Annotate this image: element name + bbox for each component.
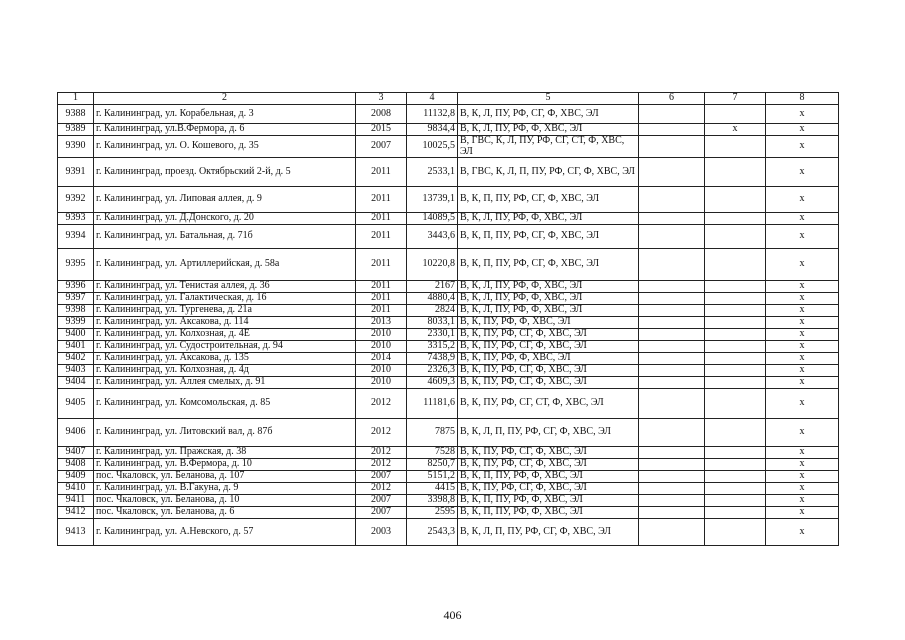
column-8-cell: х [766,507,839,519]
row-number: 9403 [58,365,94,377]
address-cell: г. Калининград, ул. Липовая аллея, д. 9 [94,187,356,213]
row-number: 9402 [58,353,94,365]
column-6-cell [639,158,705,187]
table-row [58,329,839,341]
works-cell: В, К, Л, П, ПУ, РФ, СГ, Ф, ХВС, ЭЛ [458,419,639,447]
works-cell: В, К, ПУ, РФ, СГ, Ф, ХВС, ЭЛ [458,447,639,459]
works-cell: В, К, П, ПУ, РФ, Ф, ХВС, ЭЛ [458,471,639,483]
address-cell: г. Калининград, ул. Аллея смелых, д. 91 [94,377,356,389]
works-cell: В, К, ПУ, РФ, СГ, Ф, ХВС, ЭЛ [458,365,639,377]
address-cell: г. Калининград, ул. В.Гакуна, д. 9 [94,483,356,495]
column-6-cell [639,105,705,124]
address-cell: г. Калининград, ул. Аксакова, д. 135 [94,353,356,365]
area-cell: 8250,7 [407,459,458,471]
row-number: 9407 [58,447,94,459]
housing-register-table [57,92,839,546]
area-cell: 8033,1 [407,317,458,329]
header-row [58,93,839,105]
area-cell: 13739,1 [407,187,458,213]
works-cell: В, К, Л, ПУ, РФ, СГ, Ф, ХВС, ЭЛ [458,105,639,124]
area-cell: 3398,8 [407,495,458,507]
works-cell: В, К, Л, ПУ, РФ, Ф, ХВС, ЭЛ [458,305,639,317]
table-row [58,377,839,389]
column-6-cell [639,341,705,353]
row-number: 9393 [58,213,94,225]
year-cell: 2013 [356,317,407,329]
column-6-cell [639,459,705,471]
year-cell: 2010 [356,377,407,389]
column-8-cell: х [766,341,839,353]
works-cell: В, К, Л, ПУ, РФ, Ф, ХВС, ЭЛ [458,213,639,225]
column-6-cell [639,419,705,447]
table-row [58,365,839,377]
address-cell: г. Калининград, ул. А.Невского, д. 57 [94,519,356,546]
row-number: 9409 [58,471,94,483]
column-7-cell [705,213,766,225]
area-cell: 4415 [407,483,458,495]
column-7-cell [705,483,766,495]
column-8-cell: х [766,124,839,136]
works-cell: В, К, Л, ПУ, РФ, Ф, ХВС, ЭЛ [458,124,639,136]
area-cell: 4609,3 [407,377,458,389]
works-cell: В, К, Л, ПУ, РФ, Ф, ХВС, ЭЛ [458,293,639,305]
table-row [58,471,839,483]
year-cell: 2014 [356,353,407,365]
column-8-cell: х [766,317,839,329]
column-7-cell [705,329,766,341]
address-cell: г. Калининград, ул. В.Фермора, д. 10 [94,459,356,471]
column-7-cell [705,507,766,519]
column-header-5: 5 [458,93,639,105]
year-cell: 2011 [356,249,407,281]
table-row [58,213,839,225]
table-row [58,341,839,353]
row-number: 9401 [58,341,94,353]
row-number: 9412 [58,507,94,519]
page-number: 406 [443,608,462,622]
column-6-cell [639,507,705,519]
column-6-cell [639,187,705,213]
year-cell: 2011 [356,187,407,213]
table-row [58,419,839,447]
area-cell: 2326,3 [407,365,458,377]
works-cell: В, К, ПУ, РФ, Ф, ХВС, ЭЛ [458,317,639,329]
address-cell: пос. Чкаловск, ул. Беланова, д. 10 [94,495,356,507]
column-8-cell: х [766,389,839,419]
row-number: 9413 [58,519,94,546]
column-6-cell [639,249,705,281]
year-cell: 2011 [356,225,407,249]
area-cell: 10025,5 [407,136,458,158]
address-cell: г. Калининград, ул. Д.Донского, д. 20 [94,213,356,225]
table-row [58,459,839,471]
table-row [58,519,839,546]
area-cell: 7528 [407,447,458,459]
column-7-cell [705,341,766,353]
row-number: 9388 [58,105,94,124]
table-row [58,305,839,317]
row-number: 9395 [58,249,94,281]
table-row [58,225,839,249]
column-8-cell: х [766,519,839,546]
address-cell: г. Калининград, ул. Тургенева, д. 21а [94,305,356,317]
area-cell: 7875 [407,419,458,447]
column-8-cell: х [766,281,839,293]
address-cell: г. Калининград, ул. Литовский вал, д. 87б [94,419,356,447]
column-6-cell [639,377,705,389]
table-row [58,317,839,329]
year-cell: 2007 [356,495,407,507]
address-cell: г. Калининград, ул. Судостроительная, д. 94 [94,341,356,353]
column-6-cell [639,213,705,225]
year-cell: 2012 [356,459,407,471]
address-cell: пос. Чкаловск, ул. Беланова, д. 6 [94,507,356,519]
table-row [58,136,839,158]
column-6-cell [639,281,705,293]
year-cell: 2015 [356,124,407,136]
address-cell: г. Калининград, ул.В.Фермора, д. 6 [94,124,356,136]
area-cell: 2543,3 [407,519,458,546]
column-6-cell [639,389,705,419]
area-cell: 10220,8 [407,249,458,281]
row-number: 9397 [58,293,94,305]
area-cell: 2330,1 [407,329,458,341]
column-8-cell: х [766,329,839,341]
table-row [58,187,839,213]
column-8-cell: х [766,365,839,377]
area-cell: 11181,6 [407,389,458,419]
works-cell: В, К, П, ПУ, РФ, СГ, Ф, ХВС, ЭЛ [458,225,639,249]
address-cell: г. Калининград, ул. Галактическая, д. 16 [94,293,356,305]
address-cell: г. Калининград, ул. О. Кошевого, д. 35 [94,136,356,158]
area-cell: 2167 [407,281,458,293]
column-7-cell [705,293,766,305]
address-cell: г. Калининград, проезд. Октябрьский 2-й, д. 5 [94,158,356,187]
area-cell: 3443,6 [407,225,458,249]
column-6-cell [639,519,705,546]
column-8-cell: х [766,213,839,225]
row-number: 9394 [58,225,94,249]
column-6-cell [639,447,705,459]
column-8-cell: х [766,447,839,459]
works-cell: В, К, П, ПУ, РФ, Ф, ХВС, ЭЛ [458,495,639,507]
works-cell: В, ГВС, К, Л, ПУ, РФ, СГ, СТ, Ф, ХВС, ЭЛ [458,136,639,158]
column-header-2: 2 [94,93,356,105]
year-cell: 2007 [356,471,407,483]
year-cell: 2011 [356,158,407,187]
row-number: 9400 [58,329,94,341]
area-cell: 3315,2 [407,341,458,353]
year-cell: 2012 [356,483,407,495]
row-number: 9408 [58,459,94,471]
column-7-cell [705,471,766,483]
table-row [58,353,839,365]
row-number: 9389 [58,124,94,136]
address-cell: г. Калининград, ул. Пражская, д. 38 [94,447,356,459]
table-body [58,93,839,546]
area-cell: 7438,9 [407,353,458,365]
column-8-cell: х [766,495,839,507]
table-row [58,249,839,281]
works-cell: В, К, Л, ПУ, РФ, Ф, ХВС, ЭЛ [458,281,639,293]
address-cell: пос. Чкаловск, ул. Беланова, д. 107 [94,471,356,483]
column-8-cell: х [766,105,839,124]
area-cell: 9834,4 [407,124,458,136]
works-cell: В, ГВС, К, Л, П, ПУ, РФ, СГ, Ф, ХВС, ЭЛ [458,158,639,187]
year-cell: 2012 [356,389,407,419]
column-7-cell [705,187,766,213]
area-cell: 2824 [407,305,458,317]
year-cell: 2012 [356,447,407,459]
address-cell: г. Калининград, ул. Корабельная, д. 3 [94,105,356,124]
year-cell: 2012 [356,419,407,447]
year-cell: 2003 [356,519,407,546]
year-cell: 2011 [356,213,407,225]
column-7-cell [705,249,766,281]
row-number: 9398 [58,305,94,317]
column-8-cell: х [766,158,839,187]
column-6-cell [639,124,705,136]
year-cell: 2007 [356,136,407,158]
column-7-cell: х [705,124,766,136]
table-row [58,507,839,519]
column-6-cell [639,329,705,341]
column-7-cell [705,365,766,377]
column-header-7: 7 [705,93,766,105]
year-cell: 2011 [356,281,407,293]
address-cell: г. Калининград, ул. Артиллерийская, д. 58а [94,249,356,281]
table-row [58,105,839,124]
area-cell: 11132,8 [407,105,458,124]
column-8-cell: х [766,136,839,158]
row-number: 9406 [58,419,94,447]
table-row [58,124,839,136]
column-7-cell [705,377,766,389]
row-number: 9399 [58,317,94,329]
column-7-cell [705,317,766,329]
column-8-cell: х [766,225,839,249]
year-cell: 2011 [356,305,407,317]
column-7-cell [705,419,766,447]
address-cell: г. Калининград, ул. Аксакова, д. 114 [94,317,356,329]
area-cell: 4880,4 [407,293,458,305]
row-number: 9391 [58,158,94,187]
column-8-cell: х [766,187,839,213]
column-header-4: 4 [407,93,458,105]
year-cell: 2010 [356,341,407,353]
address-cell: г. Калининград, ул. Тенистая аллея, д. 36 [94,281,356,293]
year-cell: 2010 [356,365,407,377]
table-row [58,281,839,293]
works-cell: В, К, П, ПУ, РФ, Ф, ХВС, ЭЛ [458,507,639,519]
column-8-cell: х [766,419,839,447]
works-cell: В, К, П, ПУ, РФ, СГ, Ф, ХВС, ЭЛ [458,249,639,281]
year-cell: 2008 [356,105,407,124]
column-8-cell: х [766,293,839,305]
column-6-cell [639,365,705,377]
column-6-cell [639,483,705,495]
column-6-cell [639,317,705,329]
table-row [58,293,839,305]
works-cell: В, К, ПУ, РФ, СГ, Ф, ХВС, ЭЛ [458,377,639,389]
column-8-cell: х [766,353,839,365]
row-number: 9392 [58,187,94,213]
column-7-cell [705,495,766,507]
address-cell: г. Калининград, ул. Колхозная, д. 4Е [94,329,356,341]
column-6-cell [639,225,705,249]
table-row [58,495,839,507]
column-6-cell [639,495,705,507]
column-6-cell [639,293,705,305]
row-number: 9404 [58,377,94,389]
row-number: 9390 [58,136,94,158]
column-7-cell [705,305,766,317]
year-cell: 2007 [356,507,407,519]
column-7-cell [705,281,766,293]
table-row [58,389,839,419]
column-7-cell [705,136,766,158]
area-cell: 5151,2 [407,471,458,483]
year-cell: 2010 [356,329,407,341]
area-cell: 14089,5 [407,213,458,225]
year-cell: 2011 [356,293,407,305]
works-cell: В, К, ПУ, РФ, СГ, Ф, ХВС, ЭЛ [458,341,639,353]
row-number: 9411 [58,495,94,507]
column-header-1: 1 [58,93,94,105]
works-cell: В, К, Л, П, ПУ, РФ, СГ, Ф, ХВС, ЭЛ [458,519,639,546]
column-8-cell: х [766,249,839,281]
column-8-cell: х [766,483,839,495]
row-number: 9410 [58,483,94,495]
row-number: 9405 [58,389,94,419]
column-7-cell [705,447,766,459]
works-cell: В, К, ПУ, РФ, Ф, ХВС, ЭЛ [458,353,639,365]
row-number: 9396 [58,281,94,293]
address-cell: г. Калининград, ул. Колхозная, д. 4д [94,365,356,377]
area-cell: 2595 [407,507,458,519]
column-7-cell [705,459,766,471]
column-7-cell [705,225,766,249]
column-8-cell: х [766,305,839,317]
column-8-cell: х [766,471,839,483]
column-6-cell [639,353,705,365]
column-7-cell [705,353,766,365]
works-cell: В, К, П, ПУ, РФ, СГ, Ф, ХВС, ЭЛ [458,187,639,213]
table-row [58,447,839,459]
works-cell: В, К, ПУ, РФ, СГ, СТ, Ф, ХВС, ЭЛ [458,389,639,419]
column-7-cell [705,158,766,187]
address-cell: г. Калининград, ул. Комсомольская, д. 85 [94,389,356,419]
column-6-cell [639,136,705,158]
column-7-cell [705,105,766,124]
column-8-cell: х [766,459,839,471]
column-header-8: 8 [766,93,839,105]
area-cell: 2533,1 [407,158,458,187]
works-cell: В, К, ПУ, РФ, СГ, Ф, ХВС, ЭЛ [458,329,639,341]
works-cell: В, К, ПУ, РФ, СГ, Ф, ХВС, ЭЛ [458,483,639,495]
column-header-3: 3 [356,93,407,105]
column-7-cell [705,519,766,546]
table-row [58,483,839,495]
column-header-6: 6 [639,93,705,105]
table-row [58,158,839,187]
works-cell: В, К, ПУ, РФ, СГ, Ф, ХВС, ЭЛ [458,459,639,471]
column-6-cell [639,471,705,483]
column-8-cell: х [766,377,839,389]
column-6-cell [639,305,705,317]
column-7-cell [705,389,766,419]
address-cell: г. Калининград, ул. Батальная, д. 71б [94,225,356,249]
